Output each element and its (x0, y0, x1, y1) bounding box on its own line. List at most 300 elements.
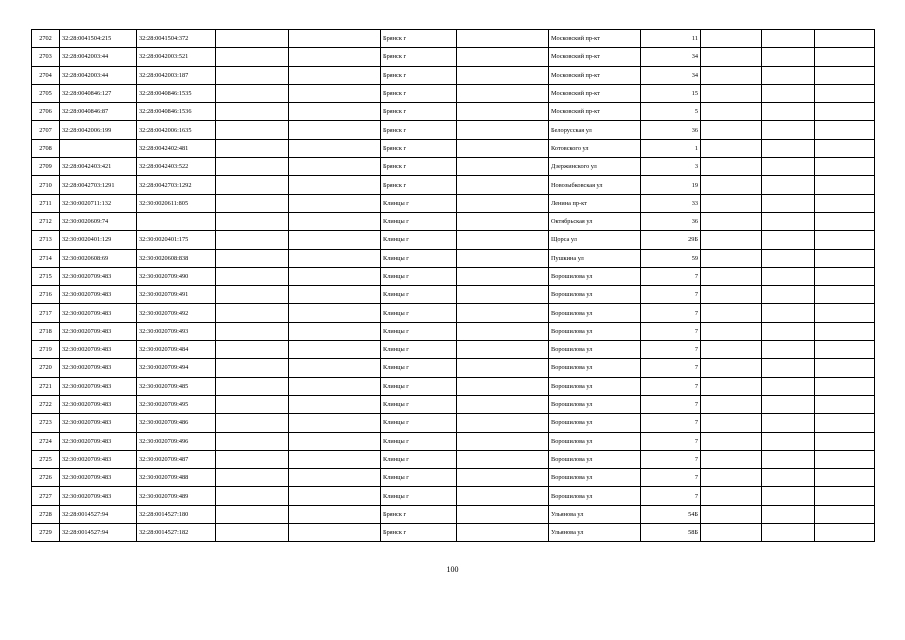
object-cadastral-number: 32:28:0040846:1535 (137, 84, 216, 102)
empty-cell (815, 48, 875, 66)
row-number: 2717 (32, 304, 60, 322)
row-number: 2706 (32, 103, 60, 121)
object-cadastral-number (137, 212, 216, 230)
empty-cell (762, 30, 815, 48)
empty-cell (701, 524, 762, 542)
city-cell: Клинцы г (381, 487, 457, 505)
empty-cell (815, 304, 875, 322)
house-number: 59 (641, 249, 701, 267)
street-cell: Московский пр-кт (549, 48, 641, 66)
parcel-cadastral-number: 32:28:0042006:199 (60, 121, 137, 139)
parcel-cadastral-number: 32:30:0020709:483 (60, 341, 137, 359)
row-number: 2729 (32, 524, 60, 542)
empty-cell (289, 359, 381, 377)
house-number: 54Б (641, 505, 701, 523)
parcel-cadastral-number: 32:30:0020401:129 (60, 231, 137, 249)
empty-cell (457, 30, 549, 48)
empty-cell (457, 322, 549, 340)
street-cell: Ворошилова ул (549, 286, 641, 304)
empty-cell (762, 158, 815, 176)
parcel-cadastral-number: 32:28:0042703:1291 (60, 176, 137, 194)
empty-cell (815, 267, 875, 285)
empty-cell (216, 30, 289, 48)
empty-cell (762, 66, 815, 84)
empty-cell (815, 30, 875, 48)
table-row (32, 249, 875, 267)
object-cadastral-number: 32:30:0020709:486 (137, 414, 216, 432)
empty-cell (289, 176, 381, 194)
table-row (32, 395, 875, 413)
table-row (32, 267, 875, 285)
table-row (32, 30, 875, 48)
city-cell: Брянск г (381, 176, 457, 194)
empty-cell (457, 395, 549, 413)
parcel-cadastral-number: 32:30:0020709:483 (60, 395, 137, 413)
table-row (32, 505, 875, 523)
object-cadastral-number: 32:30:0020709:494 (137, 359, 216, 377)
empty-cell (701, 286, 762, 304)
empty-cell (815, 322, 875, 340)
empty-cell (762, 341, 815, 359)
house-number: 7 (641, 267, 701, 285)
row-number: 2721 (32, 377, 60, 395)
empty-cell (815, 84, 875, 102)
empty-cell (289, 103, 381, 121)
empty-cell (216, 341, 289, 359)
table-row (32, 304, 875, 322)
empty-cell (701, 231, 762, 249)
row-number: 2714 (32, 249, 60, 267)
house-number: 7 (641, 469, 701, 487)
table-row (32, 212, 875, 230)
row-number: 2712 (32, 212, 60, 230)
street-cell: Ворошилова ул (549, 322, 641, 340)
row-number: 2702 (32, 30, 60, 48)
row-number: 2708 (32, 139, 60, 157)
street-cell: Новозыбковская ул (549, 176, 641, 194)
empty-cell (701, 341, 762, 359)
row-number: 2719 (32, 341, 60, 359)
house-number: 7 (641, 450, 701, 468)
object-cadastral-number: 32:30:0020611:805 (137, 194, 216, 212)
empty-cell (701, 395, 762, 413)
city-cell: Клинцы г (381, 194, 457, 212)
empty-cell (457, 158, 549, 176)
empty-cell (701, 432, 762, 450)
house-number: 7 (641, 377, 701, 395)
empty-cell (762, 359, 815, 377)
row-number: 2728 (32, 505, 60, 523)
house-number: 7 (641, 414, 701, 432)
empty-cell (701, 267, 762, 285)
empty-cell (815, 469, 875, 487)
object-cadastral-number: 32:28:0014527:182 (137, 524, 216, 542)
empty-cell (762, 286, 815, 304)
object-cadastral-number: 32:30:0020709:496 (137, 432, 216, 450)
street-cell: Пушкина ул (549, 249, 641, 267)
parcel-cadastral-number: 32:28:0014527:94 (60, 524, 137, 542)
empty-cell (762, 469, 815, 487)
empty-cell (815, 286, 875, 304)
city-cell: Клинцы г (381, 212, 457, 230)
empty-cell (216, 176, 289, 194)
street-cell: Ворошилова ул (549, 267, 641, 285)
empty-cell (701, 505, 762, 523)
object-cadastral-number: 32:28:0014527:180 (137, 505, 216, 523)
empty-cell (216, 231, 289, 249)
row-number: 2704 (32, 66, 60, 84)
empty-cell (762, 48, 815, 66)
empty-cell (815, 524, 875, 542)
empty-cell (216, 249, 289, 267)
empty-cell (701, 359, 762, 377)
empty-cell (457, 267, 549, 285)
table-row (32, 158, 875, 176)
street-cell: Котовского ул (549, 139, 641, 157)
table-row (32, 66, 875, 84)
object-cadastral-number: 32:30:0020709:492 (137, 304, 216, 322)
empty-cell (289, 341, 381, 359)
city-cell: Клинцы г (381, 450, 457, 468)
empty-cell (815, 66, 875, 84)
street-cell: Ульянова ул (549, 505, 641, 523)
empty-cell (216, 121, 289, 139)
row-number: 2703 (32, 48, 60, 66)
table-row (32, 121, 875, 139)
empty-cell (701, 194, 762, 212)
house-number: 7 (641, 322, 701, 340)
empty-cell (216, 212, 289, 230)
empty-cell (457, 66, 549, 84)
empty-cell (815, 377, 875, 395)
empty-cell (701, 377, 762, 395)
row-number: 2713 (32, 231, 60, 249)
house-number: 7 (641, 286, 701, 304)
house-number: 36 (641, 212, 701, 230)
empty-cell (701, 487, 762, 505)
empty-cell (762, 176, 815, 194)
empty-cell (701, 139, 762, 157)
parcel-cadastral-number: 32:30:0020709:483 (60, 487, 137, 505)
empty-cell (762, 84, 815, 102)
empty-cell (815, 414, 875, 432)
table-row (32, 103, 875, 121)
empty-cell (762, 487, 815, 505)
house-number: 33 (641, 194, 701, 212)
page-number: 100 (446, 565, 459, 574)
object-cadastral-number: 32:28:0040846:1536 (137, 103, 216, 121)
house-number: 34 (641, 48, 701, 66)
row-number: 2710 (32, 176, 60, 194)
empty-cell (216, 286, 289, 304)
house-number: 7 (641, 395, 701, 413)
house-number: 7 (641, 341, 701, 359)
street-cell: Ворошилова ул (549, 377, 641, 395)
object-cadastral-number: 32:30:0020709:488 (137, 469, 216, 487)
street-cell: Московский пр-кт (549, 30, 641, 48)
city-cell: Брянск г (381, 103, 457, 121)
row-number: 2724 (32, 432, 60, 450)
empty-cell (216, 359, 289, 377)
city-cell: Клинцы г (381, 231, 457, 249)
empty-cell (289, 414, 381, 432)
parcel-cadastral-number: 32:28:0014527:94 (60, 505, 137, 523)
empty-cell (457, 377, 549, 395)
parcel-cadastral-number: 32:30:0020711:132 (60, 194, 137, 212)
empty-cell (701, 212, 762, 230)
object-cadastral-number: 32:28:0042003:187 (137, 66, 216, 84)
city-cell: Клинцы г (381, 395, 457, 413)
table-row (32, 432, 875, 450)
empty-cell (762, 450, 815, 468)
object-cadastral-number: 32:30:0020709:489 (137, 487, 216, 505)
row-number: 2709 (32, 158, 60, 176)
table-row (32, 414, 875, 432)
parcel-cadastral-number: 32:30:0020709:483 (60, 469, 137, 487)
empty-cell (216, 322, 289, 340)
empty-cell (762, 432, 815, 450)
empty-cell (701, 249, 762, 267)
parcel-cadastral-number: 32:30:0020709:483 (60, 286, 137, 304)
object-cadastral-number: 32:30:0020401:175 (137, 231, 216, 249)
parcel-cadastral-number: 32:30:0020709:483 (60, 359, 137, 377)
empty-cell (457, 249, 549, 267)
house-number: 11 (641, 30, 701, 48)
empty-cell (701, 48, 762, 66)
house-number: 7 (641, 359, 701, 377)
street-cell: Ленина пр-кт (549, 194, 641, 212)
empty-cell (216, 505, 289, 523)
street-cell: Ворошилова ул (549, 359, 641, 377)
table-row (32, 487, 875, 505)
city-cell: Клинцы г (381, 267, 457, 285)
empty-cell (457, 341, 549, 359)
empty-cell (815, 395, 875, 413)
empty-cell (762, 395, 815, 413)
parcel-cadastral-number (60, 139, 137, 157)
empty-cell (289, 249, 381, 267)
table-row (32, 176, 875, 194)
empty-cell (457, 487, 549, 505)
street-cell: Ульянова ул (549, 524, 641, 542)
empty-cell (762, 212, 815, 230)
empty-cell (815, 158, 875, 176)
empty-cell (216, 194, 289, 212)
parcel-cadastral-number: 32:28:0042403:421 (60, 158, 137, 176)
row-number: 2726 (32, 469, 60, 487)
city-cell: Брянск г (381, 158, 457, 176)
empty-cell (815, 359, 875, 377)
house-number: 1 (641, 139, 701, 157)
table-row (32, 84, 875, 102)
empty-cell (762, 377, 815, 395)
row-number: 2723 (32, 414, 60, 432)
empty-cell (289, 450, 381, 468)
object-cadastral-number: 32:28:0042703:1292 (137, 176, 216, 194)
row-number: 2716 (32, 286, 60, 304)
street-cell: Белорусская ул (549, 121, 641, 139)
object-cadastral-number: 32:30:0020709:491 (137, 286, 216, 304)
city-cell: Клинцы г (381, 414, 457, 432)
empty-cell (216, 450, 289, 468)
house-number: 7 (641, 487, 701, 505)
parcel-cadastral-number: 32:28:0042003:44 (60, 66, 137, 84)
city-cell: Брянск г (381, 84, 457, 102)
empty-cell (289, 322, 381, 340)
empty-cell (815, 139, 875, 157)
empty-cell (815, 121, 875, 139)
empty-cell (216, 487, 289, 505)
parcel-cadastral-number: 32:30:0020709:483 (60, 267, 137, 285)
city-cell: Брянск г (381, 30, 457, 48)
empty-cell (289, 48, 381, 66)
empty-cell (762, 322, 815, 340)
table-row (32, 524, 875, 542)
object-cadastral-number: 32:28:0041504:372 (137, 30, 216, 48)
parcel-cadastral-number: 32:30:0020609:74 (60, 212, 137, 230)
city-cell: Клинцы г (381, 341, 457, 359)
empty-cell (815, 487, 875, 505)
empty-cell (762, 267, 815, 285)
city-cell: Брянск г (381, 524, 457, 542)
object-cadastral-number: 32:28:0042402:481 (137, 139, 216, 157)
table-row (32, 450, 875, 468)
empty-cell (457, 103, 549, 121)
object-cadastral-number: 32:28:0042003:521 (137, 48, 216, 66)
table-row (32, 322, 875, 340)
empty-cell (815, 103, 875, 121)
street-cell: Ворошилова ул (549, 487, 641, 505)
empty-cell (289, 84, 381, 102)
empty-cell (815, 212, 875, 230)
table-row (32, 341, 875, 359)
empty-cell (762, 231, 815, 249)
empty-cell (289, 231, 381, 249)
street-cell: Ворошилова ул (549, 450, 641, 468)
empty-cell (289, 395, 381, 413)
empty-cell (289, 432, 381, 450)
empty-cell (289, 286, 381, 304)
object-cadastral-number: 32:28:0042006:1635 (137, 121, 216, 139)
row-number: 2711 (32, 194, 60, 212)
empty-cell (815, 249, 875, 267)
empty-cell (289, 121, 381, 139)
empty-cell (216, 304, 289, 322)
empty-cell (457, 469, 549, 487)
table-row (32, 359, 875, 377)
empty-cell (701, 158, 762, 176)
empty-cell (289, 194, 381, 212)
parcel-cadastral-number: 32:30:0020709:483 (60, 322, 137, 340)
city-cell: Брянск г (381, 121, 457, 139)
street-cell: Московский пр-кт (549, 66, 641, 84)
empty-cell (216, 139, 289, 157)
city-cell: Клинцы г (381, 322, 457, 340)
empty-cell (701, 30, 762, 48)
empty-cell (815, 505, 875, 523)
city-cell: Клинцы г (381, 304, 457, 322)
table-row (32, 377, 875, 395)
empty-cell (762, 194, 815, 212)
empty-cell (815, 450, 875, 468)
empty-cell (701, 103, 762, 121)
street-cell: Ворошилова ул (549, 432, 641, 450)
street-cell: Ворошилова ул (549, 469, 641, 487)
empty-cell (289, 30, 381, 48)
house-number: 29Б (641, 231, 701, 249)
empty-cell (216, 158, 289, 176)
empty-cell (457, 414, 549, 432)
street-cell: Московский пр-кт (549, 84, 641, 102)
house-number: 15 (641, 84, 701, 102)
empty-cell (216, 469, 289, 487)
empty-cell (457, 176, 549, 194)
empty-cell (762, 414, 815, 432)
object-cadastral-number: 32:30:0020709:495 (137, 395, 216, 413)
empty-cell (701, 450, 762, 468)
empty-cell (289, 66, 381, 84)
empty-cell (216, 524, 289, 542)
city-cell: Клинцы г (381, 377, 457, 395)
empty-cell (457, 359, 549, 377)
empty-cell (216, 84, 289, 102)
parcel-cadastral-number: 32:28:0040846:87 (60, 103, 137, 121)
empty-cell (216, 432, 289, 450)
empty-cell (701, 121, 762, 139)
empty-cell (289, 524, 381, 542)
table-row (32, 286, 875, 304)
empty-cell (289, 377, 381, 395)
city-cell: Клинцы г (381, 432, 457, 450)
city-cell: Брянск г (381, 505, 457, 523)
street-cell: Дзержинского ул (549, 158, 641, 176)
empty-cell (289, 505, 381, 523)
object-cadastral-number: 32:30:0020709:485 (137, 377, 216, 395)
empty-cell (701, 414, 762, 432)
empty-cell (701, 469, 762, 487)
house-number: 7 (641, 304, 701, 322)
object-cadastral-number: 32:28:0042403:522 (137, 158, 216, 176)
empty-cell (216, 377, 289, 395)
empty-cell (762, 505, 815, 523)
house-number: 5 (641, 103, 701, 121)
parcel-cadastral-number: 32:30:0020709:483 (60, 304, 137, 322)
object-cadastral-number: 32:30:0020608:838 (137, 249, 216, 267)
empty-cell (457, 524, 549, 542)
object-cadastral-number: 32:30:0020709:487 (137, 450, 216, 468)
row-number: 2718 (32, 322, 60, 340)
empty-cell (762, 304, 815, 322)
table-row (32, 231, 875, 249)
empty-cell (762, 103, 815, 121)
parcel-cadastral-number: 32:28:0040846:127 (60, 84, 137, 102)
table-row (32, 48, 875, 66)
house-number: 58Б (641, 524, 701, 542)
parcel-cadastral-number: 32:30:0020608:69 (60, 249, 137, 267)
city-cell: Брянск г (381, 66, 457, 84)
empty-cell (701, 322, 762, 340)
empty-cell (289, 469, 381, 487)
empty-cell (289, 158, 381, 176)
empty-cell (289, 304, 381, 322)
registry-table (31, 29, 875, 542)
empty-cell (216, 103, 289, 121)
house-number: 34 (641, 66, 701, 84)
empty-cell (457, 505, 549, 523)
empty-cell (762, 121, 815, 139)
city-cell: Клинцы г (381, 469, 457, 487)
registry-body (32, 30, 875, 542)
